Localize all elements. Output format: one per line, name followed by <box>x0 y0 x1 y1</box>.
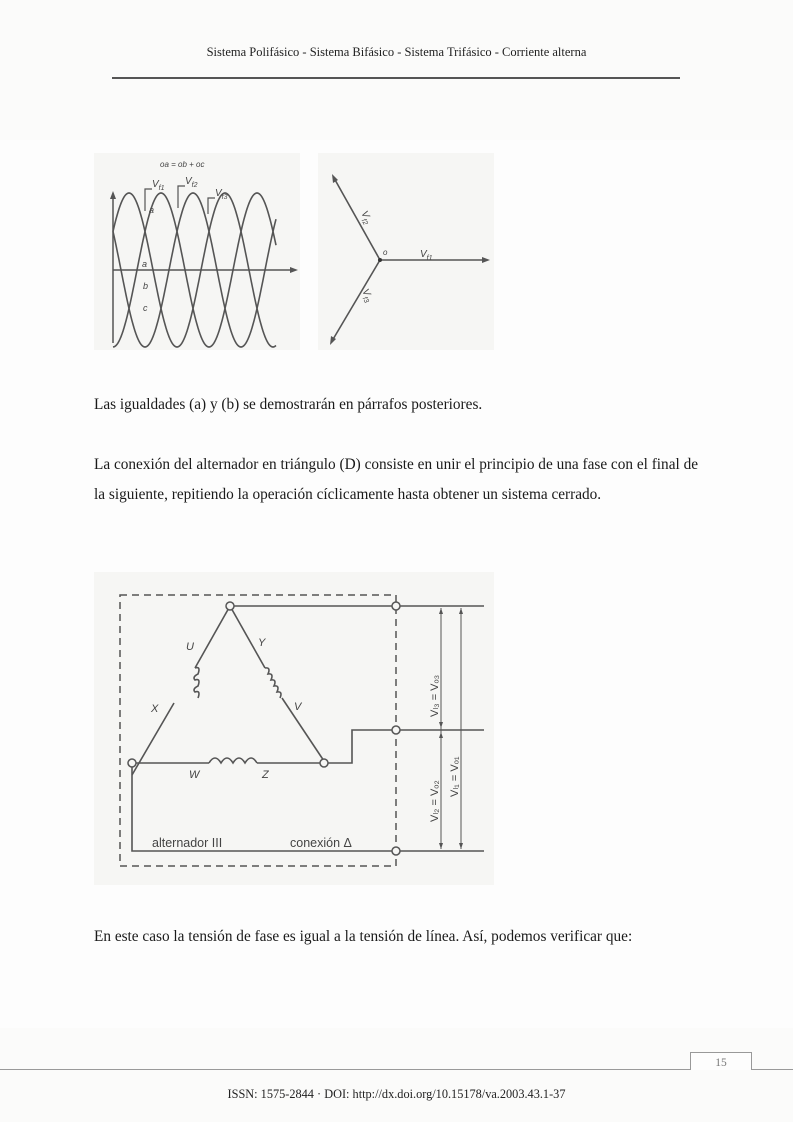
coil-ux <box>194 668 199 698</box>
label-vf1: $V_{f1}$ <box>152 179 165 192</box>
caption-alternador: alternador III <box>152 836 223 850</box>
arrow-inner-mid-down <box>439 732 443 738</box>
label-x: X <box>151 703 159 715</box>
coil-yv <box>265 668 281 698</box>
label-z: Z <box>262 769 269 781</box>
label-vl1-vf1: Vₗ₁ = Vₒ₁ <box>449 756 461 797</box>
label-vf3: $V_{f3}$ <box>215 188 228 201</box>
phasor-svg <box>318 153 494 350</box>
delta-side-u-top <box>195 606 230 668</box>
paragraph-tension-fase: En este caso la tensión de fase es igual a la tensión de línea. Así, podemos verificar que: <box>94 928 633 945</box>
paragraph-conexion-triangulo: La conexión del alternador en triángulo (D) consiste en unir el principio de una fase con el final de la siguiente, repitiendo la operación cíclicamente hasta obtener un sistema cerrado. <box>94 456 699 503</box>
phasor-label-vf1: $V_{f1}$ <box>420 249 433 262</box>
paragraph-igualdades: Las igualdades (a) y (b) se demostrarán en párrafos posteriores. <box>94 396 483 413</box>
node-top <box>226 602 234 610</box>
terminal-l2 <box>392 726 400 734</box>
footer-band <box>0 1028 793 1122</box>
point-label-c: c <box>143 303 148 313</box>
terminal-l3 <box>392 602 400 610</box>
footer-issn-doi: ISSN: 1575-2844 · DOI: http://dx.doi.org/10.15178/va.2003.43.1-37 <box>227 1087 566 1101</box>
point-label-a-top: a <box>149 205 155 215</box>
phasor-vf3-arrow <box>330 336 336 345</box>
waves-y-arrow <box>110 191 116 199</box>
point-label-a: a <box>142 259 148 269</box>
arrow-outer-bottom <box>459 843 463 849</box>
phasor-origin <box>378 258 382 262</box>
caption-conexion: conexión Δ <box>290 836 352 850</box>
header-band <box>0 0 793 140</box>
page-number-tab: 15 <box>690 1052 752 1070</box>
label-y: Y <box>258 637 266 649</box>
phasor-label-vf3: $V_{f3}$ <box>359 287 373 305</box>
label-u: U <box>186 641 194 653</box>
phasor-vf2 <box>334 178 380 260</box>
node-left <box>128 759 136 767</box>
footer-rule-left <box>0 1069 690 1070</box>
header-rule <box>112 77 680 79</box>
arrow-inner-top <box>439 608 443 614</box>
phasor-label-vf2: $V_{f2}$ <box>358 209 372 227</box>
coil-wz <box>209 758 257 763</box>
label-vf2: $V_{f2}$ <box>185 176 198 189</box>
terminal-l1 <box>392 847 400 855</box>
phasor-vf1-arrow <box>482 257 490 263</box>
figure-phasor-diagram <box>318 153 494 350</box>
waves-x-arrow <box>290 267 298 273</box>
node-right <box>320 759 328 767</box>
footer-rule-right <box>751 1069 793 1070</box>
label-vl2-vf2: Vₗ₂ = Vₒ₂ <box>429 780 441 822</box>
phasor-origin-label: o <box>383 248 388 257</box>
point-label-b: b <box>143 281 149 291</box>
arrow-outer-top <box>459 608 463 614</box>
waves-svg <box>94 153 300 350</box>
label-vl3-vf3: Vₗ₃ = Vₒ₃ <box>429 674 441 717</box>
delta-side-v-bottom <box>282 698 324 761</box>
label-v: V <box>294 701 302 713</box>
delta-svg <box>94 572 494 885</box>
phasor-vf3 <box>332 260 380 341</box>
running-header-title: Sistema Polifásico - Sistema Bifásico - Sistema Trifásico - Corriente alterna <box>206 45 587 59</box>
figure-delta-connection <box>94 572 494 885</box>
arrow-inner-bottom <box>439 843 443 849</box>
arrow-inner-mid-up <box>439 722 443 728</box>
figure-three-phase-waves <box>94 153 300 350</box>
label-w: W <box>189 769 200 781</box>
phasor-vf2-arrow <box>332 174 338 183</box>
waves-equation: oa = ob + oc <box>160 160 205 169</box>
